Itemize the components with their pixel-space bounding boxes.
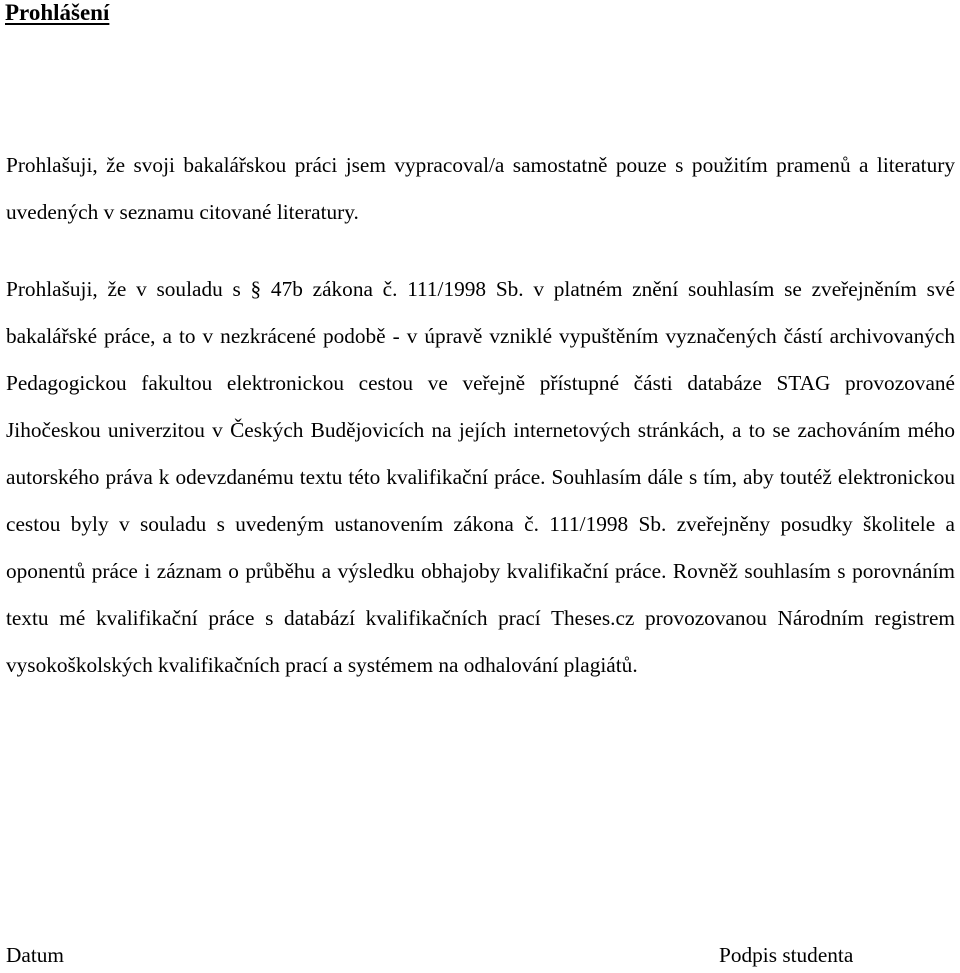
signature-label: Podpis studenta xyxy=(719,943,854,967)
declaration-paragraph-2: Prohlašuji, že v souladu s § 47b zákona č. 111/1998 Sb. v platném znění souhlasím se zveřejněním své bakalářské práce, a to v nezkrácené podobě - v úpravě vzniklé vypuštěním vyznačených částí archivovaných Pedagogickou fakultou elektronickou cestou ve veřejně přístupné části databáze STAG provozované Jihočeskou univerzitou v Českých Budějovicích na jejích internetových stránkách, a to se zachováním mého autorského práva k odevzdanému textu této kvalifikační práce. Souhlasím dále s tím, aby toutéž elektronickou cestou byly v souladu s uvedeným ustanovením zákona č. 111/1998 Sb. zveřejněny posudky školitele a oponentů práce i záznam o průběhu a výsledku obhajoby kvalifikační práce. Rovněž souhlasím s porovnáním textu mé kvalifikační práce s databází kvalifikačních prací Theses.cz provozovanou Národním registrem vysokoškolských kvalifikačních prací a systémem na odhalování plagiátů. xyxy=(6,277,955,677)
date-label: Datum xyxy=(6,943,64,967)
page-title: Prohlášení xyxy=(5,0,110,25)
declaration-paragraph-1: Prohlašuji, že svoji bakalářskou práci jsem vypracoval/a samostatně pouze s použitím pramenů a literatury uvedených v seznamu citované literatury. xyxy=(6,153,955,224)
